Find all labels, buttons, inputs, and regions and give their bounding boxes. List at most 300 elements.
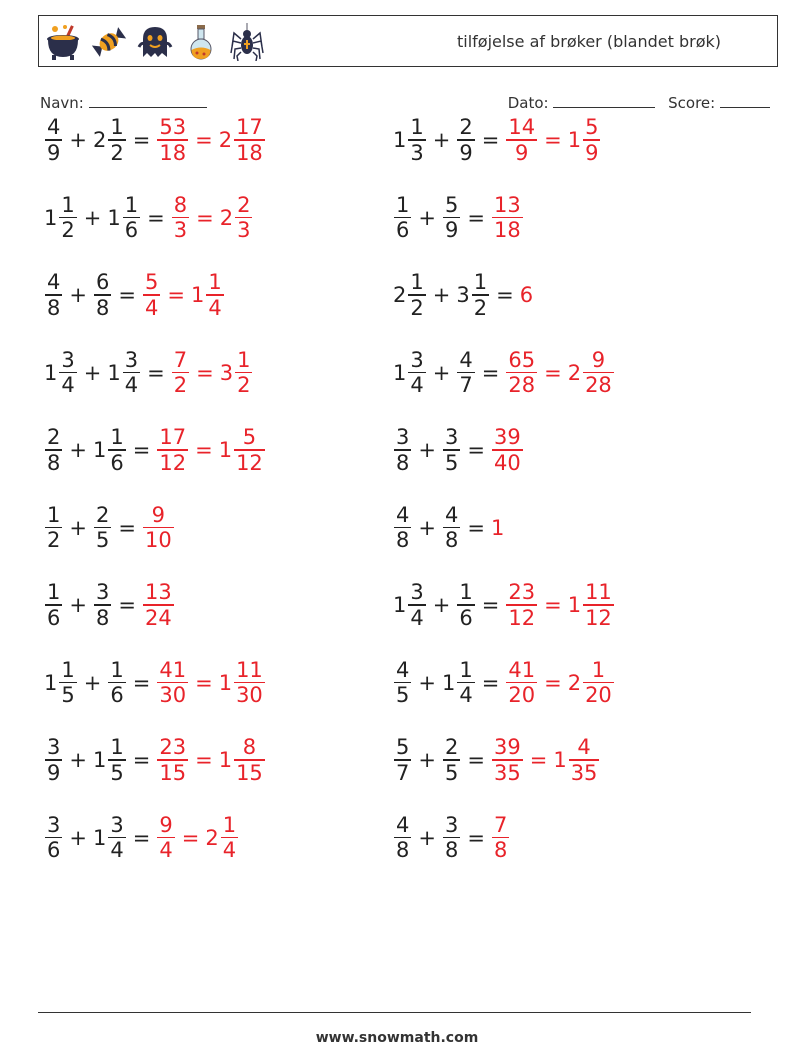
addend-2 — [442, 658, 476, 708]
whole-number: 1 — [218, 670, 233, 695]
fraction — [583, 658, 614, 708]
addend-1 — [393, 503, 412, 553]
answer-mixed — [553, 735, 600, 785]
numerator: 4 — [47, 115, 61, 140]
denominator: 30 — [159, 683, 187, 708]
numerator: 1 — [459, 580, 473, 605]
denominator: 8 — [95, 295, 110, 320]
fraction — [443, 503, 460, 553]
plus-sign: + — [418, 515, 436, 540]
denominator: 4 — [144, 295, 159, 320]
fraction — [206, 270, 223, 320]
addend-1 — [393, 658, 412, 708]
equals-sign: = — [195, 438, 213, 462]
answer-improper — [156, 115, 189, 165]
equals-sign: = — [529, 748, 548, 772]
equals-sign: = — [467, 515, 485, 540]
equals-sign: = — [118, 515, 136, 540]
numerator: 3 — [110, 812, 124, 837]
answer-improper — [505, 348, 538, 398]
plus-sign: + — [418, 748, 436, 772]
fraction — [45, 503, 62, 553]
numerator: 1 — [410, 115, 424, 140]
whole-number: 3 — [456, 283, 470, 307]
numerator: 41 — [159, 657, 187, 682]
whole-number: 1 — [490, 515, 505, 540]
fraction — [583, 115, 600, 165]
addend-2 — [456, 348, 475, 398]
answer-improper — [505, 580, 538, 630]
plus-sign: + — [418, 825, 436, 850]
denominator: 18 — [159, 140, 187, 165]
numerator: 5 — [444, 192, 459, 217]
denominator: 9 — [444, 218, 459, 243]
fraction — [506, 658, 537, 708]
problem-row — [44, 105, 266, 175]
fraction — [394, 425, 411, 475]
whole-number: 3 — [219, 360, 234, 385]
equals-sign: = — [195, 128, 213, 152]
answer-improper — [491, 516, 505, 540]
header-icons — [45, 23, 275, 61]
numerator: 17 — [159, 425, 187, 450]
fraction — [506, 115, 537, 165]
whole-number: 1 — [567, 593, 582, 617]
answer-improper — [520, 283, 534, 307]
fraction — [394, 658, 411, 708]
fraction — [123, 348, 140, 398]
whole-number: 1 — [218, 438, 233, 462]
fraction — [108, 735, 125, 785]
equals-sign: = — [496, 283, 514, 307]
numerator: 5 — [242, 425, 257, 450]
numerator: 3 — [410, 580, 424, 605]
denominator: 8 — [444, 528, 459, 553]
equals-sign: = — [544, 593, 562, 617]
denominator: 28 — [585, 373, 612, 398]
fraction — [108, 115, 125, 165]
fraction — [457, 348, 474, 398]
problem-row — [393, 105, 601, 175]
answer-mixed — [568, 115, 602, 165]
addend-1 — [44, 270, 63, 320]
addend-2 — [93, 735, 127, 785]
equals-sign: = — [544, 360, 562, 385]
worksheet-title: tilføjelse af brøker (blandet brøk) — [456, 32, 721, 51]
equals-sign: = — [147, 205, 165, 230]
footer-url: www.snowmath.com — [315, 1030, 479, 1046]
numerator: 1 — [237, 347, 251, 372]
numerator: 1 — [110, 115, 124, 140]
whole-number: 1 — [44, 205, 58, 230]
numerator: 1 — [410, 270, 424, 295]
fraction — [506, 580, 537, 630]
fraction — [108, 425, 125, 475]
denominator: 3 — [173, 218, 188, 243]
addend-2 — [442, 193, 461, 243]
numerator: 65 — [508, 347, 536, 372]
problem-row — [44, 415, 266, 485]
answer-improper — [491, 193, 524, 243]
answer-mixed — [191, 270, 225, 320]
candy-icon — [91, 23, 127, 61]
numerator: 1 — [61, 657, 75, 682]
addend-1 — [44, 348, 78, 398]
plus-sign: + — [432, 283, 451, 307]
whole-number: 1 — [393, 128, 407, 152]
equals-sign: = — [195, 748, 213, 772]
numerator: 8 — [173, 192, 188, 217]
numerator: 1 — [124, 192, 139, 217]
fraction — [472, 270, 489, 320]
equals-sign: = — [147, 360, 165, 385]
numerator: 2 — [237, 192, 251, 217]
worksheet-header — [38, 15, 778, 67]
numerator: 1 — [47, 502, 61, 527]
answer-mixed — [219, 115, 266, 165]
numerator: 1 — [396, 192, 410, 217]
fraction — [45, 270, 62, 320]
fraction — [94, 503, 111, 553]
fraction — [45, 115, 62, 165]
problem-row — [393, 570, 615, 640]
denominator: 6 — [110, 683, 124, 708]
denominator: 2 — [473, 295, 488, 320]
addend-1 — [393, 813, 412, 863]
denominator: 18 — [236, 140, 263, 165]
numerator: 2 — [459, 115, 473, 140]
fraction — [492, 813, 509, 863]
addend-2 — [442, 425, 461, 475]
addend-1 — [44, 813, 63, 863]
whole-number: 2 — [567, 360, 582, 385]
answer-mixed — [205, 813, 239, 863]
ghost-icon — [137, 23, 173, 61]
denominator: 4 — [61, 373, 75, 398]
answer-mixed — [220, 348, 254, 398]
answer-mixed — [568, 658, 615, 708]
numerator: 1 — [47, 580, 61, 605]
whole-number: 2 — [92, 128, 107, 152]
fraction — [94, 270, 111, 320]
addend-1 — [44, 503, 63, 553]
equals-sign: = — [467, 438, 485, 462]
numerator: 17 — [236, 115, 263, 140]
numerator: 3 — [124, 347, 139, 372]
denominator: 6 — [396, 218, 410, 243]
numerator: 5 — [585, 115, 599, 140]
whole-number: 2 — [219, 205, 234, 230]
numerator: 4 — [459, 347, 473, 372]
equals-sign: = — [544, 670, 562, 695]
whole-number: 1 — [92, 438, 107, 462]
fraction — [59, 658, 76, 708]
fraction — [506, 348, 537, 398]
whole-number: 1 — [107, 360, 121, 385]
fraction — [457, 580, 474, 630]
answer-improper — [142, 580, 175, 630]
fraction — [394, 735, 411, 785]
fraction — [157, 813, 174, 863]
numerator: 3 — [444, 425, 459, 450]
problem-row — [393, 803, 510, 873]
plus-sign: + — [69, 438, 87, 462]
equals-sign: = — [181, 825, 200, 850]
problem-row — [44, 570, 175, 640]
denominator: 15 — [159, 760, 187, 785]
denominator: 5 — [95, 528, 110, 553]
whole-number: 2 — [205, 825, 219, 850]
numerator: 8 — [242, 735, 257, 760]
fraction — [492, 193, 523, 243]
addend-1 — [393, 193, 412, 243]
numerator: 1 — [110, 425, 124, 450]
whole-number: 1 — [393, 360, 407, 385]
whole-number: 2 — [218, 128, 233, 152]
numerator: 1 — [110, 735, 124, 760]
denominator: 18 — [493, 218, 521, 243]
whole-number: 1 — [44, 670, 58, 695]
whole-number: 1 — [393, 593, 407, 617]
fraction — [583, 348, 614, 398]
addend-2 — [93, 813, 127, 863]
answer-improper — [505, 658, 538, 708]
numerator: 6 — [95, 270, 110, 295]
equals-sign: = — [196, 360, 214, 385]
equals-sign: = — [132, 128, 151, 152]
addend-2 — [93, 503, 112, 553]
answer-improper — [156, 425, 189, 475]
numerator: 9 — [151, 502, 166, 527]
answer-mixed — [219, 658, 266, 708]
plus-sign: + — [418, 205, 436, 230]
footer-divider — [38, 1012, 751, 1013]
denominator: 35 — [493, 760, 521, 785]
answer-improper — [491, 813, 510, 863]
denominator: 4 — [410, 373, 424, 398]
plus-sign: + — [69, 515, 87, 540]
fraction — [234, 658, 265, 708]
numerator: 14 — [508, 115, 536, 140]
answer-improper — [505, 115, 538, 165]
fraction — [143, 580, 174, 630]
numerator: 23 — [508, 580, 536, 605]
numerator: 4 — [577, 735, 591, 760]
numerator: 3 — [396, 425, 410, 450]
name-label: Navn: — [40, 94, 84, 112]
fraction — [157, 658, 188, 708]
denominator: 3 — [410, 140, 424, 165]
denominator: 5 — [444, 450, 459, 475]
addend-1 — [44, 115, 63, 165]
fraction — [157, 425, 188, 475]
denominator: 9 — [47, 140, 61, 165]
numerator: 11 — [585, 580, 612, 605]
fraction — [108, 658, 125, 708]
numerator: 4 — [444, 502, 459, 527]
denominator: 20 — [585, 683, 612, 708]
denominator: 6 — [47, 605, 61, 630]
plus-sign: + — [432, 128, 451, 152]
fraction — [492, 425, 523, 475]
fraction — [235, 348, 252, 398]
fraction — [45, 735, 62, 785]
numerator: 1 — [208, 270, 222, 295]
problem-row — [44, 648, 266, 718]
numerator: 1 — [61, 192, 75, 217]
numerator: 5 — [396, 735, 410, 760]
answer-mixed — [568, 580, 615, 630]
fraction — [234, 115, 265, 165]
numerator: 1 — [591, 657, 606, 682]
denominator: 8 — [95, 605, 110, 630]
equals-sign: = — [481, 593, 500, 617]
fraction — [408, 580, 425, 630]
denominator: 3 — [237, 218, 251, 243]
addend-2 — [107, 348, 141, 398]
whole-number: 1 — [553, 748, 567, 772]
answer-mixed — [219, 735, 266, 785]
numerator: 7 — [173, 347, 188, 372]
fraction — [394, 193, 411, 243]
equals-sign: = — [118, 593, 136, 617]
addend-1 — [393, 735, 412, 785]
addend-2 — [93, 115, 127, 165]
denominator: 8 — [396, 838, 410, 863]
denominator: 12 — [508, 605, 536, 630]
score-blank — [720, 93, 770, 108]
numerator: 3 — [444, 812, 459, 837]
problem-row — [44, 803, 239, 873]
addend-2 — [442, 813, 461, 863]
denominator: 9 — [47, 760, 61, 785]
problem-row — [393, 648, 615, 718]
numerator: 5 — [144, 270, 159, 295]
denominator: 7 — [396, 760, 410, 785]
fraction — [123, 193, 140, 243]
answer-improper — [142, 270, 161, 320]
numerator: 4 — [396, 502, 410, 527]
denominator: 5 — [444, 760, 459, 785]
whole-number: 1 — [190, 283, 205, 307]
plus-sign: + — [418, 438, 436, 462]
equals-sign: = — [132, 825, 151, 850]
plus-sign: + — [432, 593, 451, 617]
plus-sign: + — [69, 593, 87, 617]
denominator: 15 — [236, 760, 263, 785]
numerator: 7 — [493, 812, 508, 837]
numerator: 1 — [473, 270, 488, 295]
spider-icon — [229, 23, 265, 61]
equals-sign: = — [544, 128, 562, 152]
answer-improper — [142, 503, 175, 553]
answer-improper — [156, 813, 175, 863]
problem-row — [393, 183, 524, 253]
addend-1 — [44, 658, 78, 708]
plus-sign: + — [83, 670, 102, 695]
numerator: 1 — [110, 657, 124, 682]
answer-mixed — [220, 193, 254, 243]
denominator: 2 — [410, 295, 424, 320]
whole-number: 2 — [567, 670, 582, 695]
addend-2 — [456, 270, 490, 320]
fraction — [59, 348, 76, 398]
numerator: 9 — [591, 347, 606, 372]
denominator: 12 — [159, 450, 187, 475]
answer-mixed — [568, 348, 615, 398]
fraction — [234, 425, 265, 475]
numerator: 39 — [493, 735, 521, 760]
equals-sign: = — [167, 283, 185, 307]
fraction — [235, 193, 252, 243]
fraction — [143, 503, 174, 553]
fraction — [492, 735, 523, 785]
addend-2 — [107, 658, 126, 708]
score-label: Score: — [668, 94, 716, 112]
denominator: 4 — [459, 683, 473, 708]
numerator: 3 — [47, 735, 61, 760]
numerator: 3 — [95, 580, 110, 605]
plus-sign: + — [83, 205, 102, 230]
denominator: 6 — [124, 218, 139, 243]
addend-2 — [93, 270, 112, 320]
fraction — [583, 580, 614, 630]
plus-sign: + — [69, 748, 87, 772]
numerator: 13 — [144, 580, 172, 605]
numerator: 9 — [159, 812, 173, 837]
equals-sign: = — [132, 438, 151, 462]
fraction — [172, 348, 189, 398]
numerator: 41 — [508, 657, 536, 682]
answer-improper — [171, 193, 190, 243]
addend-2 — [107, 193, 141, 243]
plus-sign: + — [69, 128, 87, 152]
answer-mixed — [219, 425, 266, 475]
numerator: 1 — [222, 812, 237, 837]
equals-sign: = — [132, 748, 151, 772]
problem-row — [44, 725, 266, 795]
whole-number: 1 — [92, 825, 107, 850]
denominator: 35 — [570, 760, 598, 785]
denominator: 8 — [47, 450, 61, 475]
addend-2 — [442, 735, 461, 785]
fraction — [172, 193, 189, 243]
denominator: 8 — [396, 450, 410, 475]
numerator: 13 — [493, 192, 521, 217]
answer-improper — [156, 735, 189, 785]
denominator: 8 — [396, 528, 410, 553]
whole-number: 2 — [393, 283, 407, 307]
denominator: 28 — [508, 373, 536, 398]
fraction — [157, 735, 188, 785]
denominator: 20 — [508, 683, 536, 708]
potion-bottle-icon — [183, 23, 219, 61]
answer-improper — [171, 348, 190, 398]
numerator: 3 — [47, 812, 61, 837]
fraction — [234, 735, 265, 785]
fraction — [143, 270, 160, 320]
equals-sign: = — [467, 748, 485, 772]
whole-number: 1 — [92, 748, 107, 772]
problem-row — [44, 183, 253, 253]
equals-sign: = — [467, 205, 485, 230]
denominator: 7 — [459, 373, 473, 398]
numerator: 53 — [159, 115, 187, 140]
numerator: 4 — [396, 812, 410, 837]
denominator: 2 — [173, 373, 188, 398]
fraction — [394, 813, 411, 863]
fraction — [443, 193, 460, 243]
